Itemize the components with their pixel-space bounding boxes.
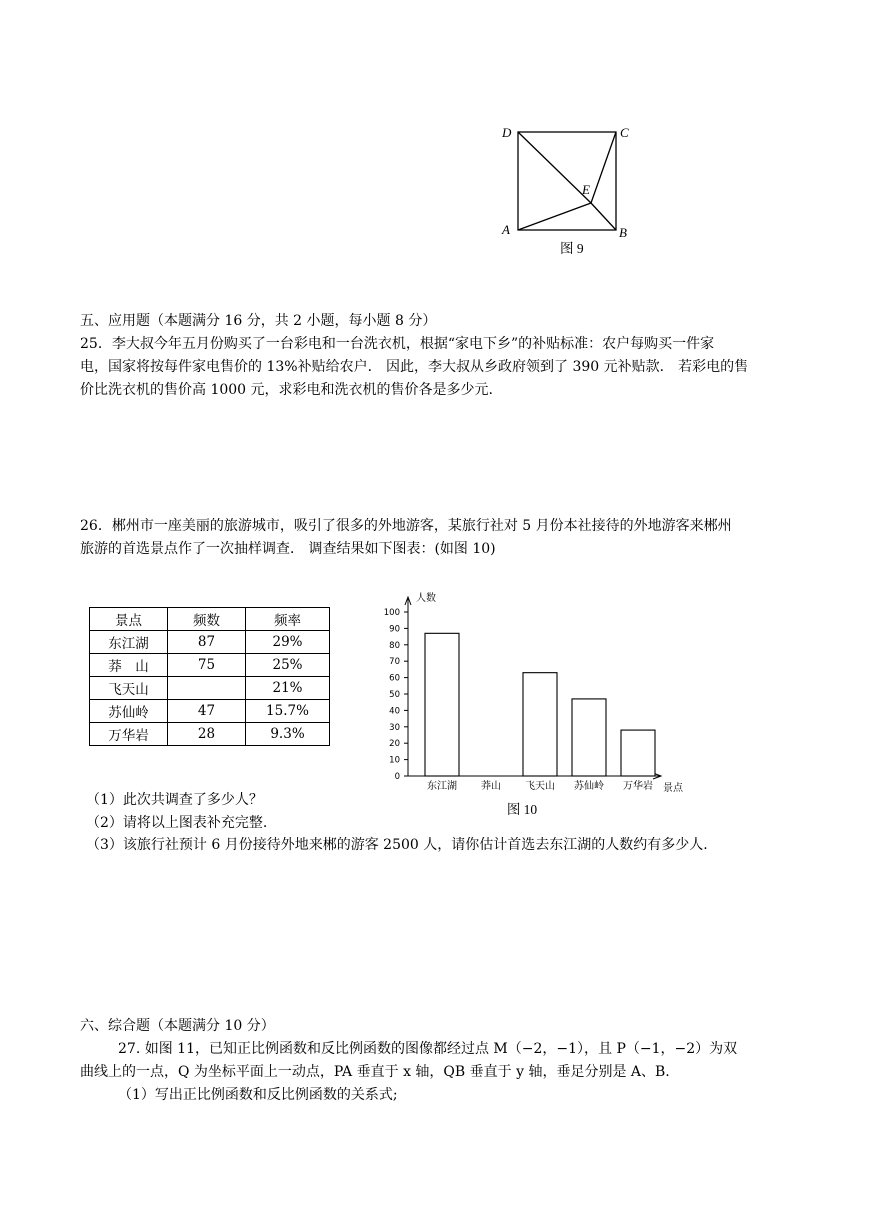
q27-line-3: （1）写出正比例函数和反比例函数的关系式; (118, 1087, 398, 1103)
figure-10-caption: 图 10 (506, 802, 538, 817)
x-tick-label: 苏仙岭 (574, 781, 604, 792)
table-cell: 25% (246, 654, 330, 677)
table-cell (168, 677, 246, 700)
section-5-heading: 五、应用题（本题满分 16 分，共 2 小题，每小题 8 分） (80, 313, 437, 329)
bar-0 (425, 633, 459, 776)
y-tick-label: 30 (389, 722, 400, 733)
q25-line-1: 25．李大叔今年五月份购买了一台彩电和一台洗衣机，根据“家电下乡”的补贴标准：农户每购买一件家 (80, 336, 715, 352)
y-tick-label: 90 (389, 624, 400, 635)
frequency-table (89, 607, 330, 746)
y-tick-label: 50 (389, 690, 400, 700)
table-cell: 东江湖 (90, 631, 168, 654)
y-tick-label: 10 (389, 755, 400, 766)
q25-line-3: 价比洗衣机的售价高 1000 元，求彩电和洗衣机的售价各是多少元. (80, 382, 493, 398)
y-tick-label: 80 (389, 640, 400, 651)
table-cell: 75 (168, 654, 246, 677)
section-6-heading: 六、综合题（本题满分 10 分） (80, 1018, 275, 1034)
figure-9 (495, 120, 635, 260)
bar-3 (572, 699, 606, 776)
table-header-cell: 频数 (168, 608, 246, 631)
table-cell: 87 (168, 631, 246, 654)
sub-question-2: （2）请将以上图表补充完整. (86, 815, 268, 831)
x-axis-label: 景点 (663, 783, 683, 794)
table-cell: 29% (246, 631, 330, 654)
table-cell: 28 (168, 723, 246, 746)
q25-line-2: 电，国家将按每件家电售价的 13%补贴给农户． 因此，李大叔从乡政府领到了 390 元补贴款． 若彩电的售 (80, 359, 749, 375)
x-tick-label: 飞天山 (525, 781, 555, 792)
table-cell: 15.7% (246, 700, 330, 723)
table-row (90, 654, 330, 677)
table-cell: 苏仙岭 (90, 700, 168, 723)
y-axis-label: 人数 (416, 593, 436, 604)
sub-question-3: （3）该旅行社预计 6 月份接待外地来郴的游客 2500 人，请你估计首选去东江湖的人数约有多少人. (86, 837, 708, 853)
y-tick-label: 40 (389, 706, 400, 717)
bar-4 (621, 730, 655, 776)
label-C: C (620, 125, 629, 140)
q26-line-2: 旅游的首选景点作了一次抽样调查． 调查结果如下图表：(如图 10) (80, 541, 496, 557)
y-tick-label: 70 (389, 657, 400, 668)
x-tick-label: 莽山 (481, 781, 501, 792)
x-tick-label: 东江湖 (427, 781, 457, 792)
sub-question-1: （1）此次共调查了多少人？ (86, 792, 263, 808)
label-D: D (502, 125, 512, 140)
y-tick-label: 20 (389, 739, 400, 750)
table-row (90, 631, 330, 654)
table-header-cell: 频率 (246, 608, 330, 631)
table-row (90, 723, 330, 746)
q27-line-1: 27. 如图 11，已知正比例函数和反比例函数的图像都经过点 M（−2，−1），且 P（−1，−2）为双 (118, 1041, 738, 1057)
table-cell: 47 (168, 700, 246, 723)
y-tick-label: 100 (383, 608, 400, 618)
table-cell: 9.3% (246, 723, 330, 746)
table-cell: 21% (246, 677, 330, 700)
label-B: B (619, 225, 627, 240)
table-row (90, 677, 330, 700)
table-cell: 莽 山 (90, 654, 168, 677)
label-A: A (502, 222, 510, 237)
y-tick-label: 60 (389, 673, 400, 684)
q27-line-2: 曲线上的一点，Q 为坐标平面上一动点，PA 垂直于 x 轴，QB 垂直于 y 轴，垂足分别是 A、B. (80, 1064, 670, 1080)
bar-2 (523, 673, 557, 776)
y-tick-label: 0 (394, 772, 400, 782)
table-cell: 飞天山 (90, 677, 168, 700)
bar-chart-figure-10 (370, 585, 700, 820)
x-tick-label: 万华岩 (623, 781, 653, 792)
table-cell: 万华岩 (90, 723, 168, 746)
table-header-row (90, 608, 330, 631)
table-row (90, 700, 330, 723)
label-E: E (582, 182, 590, 197)
table-header-cell: 景点 (90, 608, 168, 631)
figure-9-caption: 图 9 (560, 241, 584, 256)
q26-line-1: 26．郴州市一座美丽的旅游城市，吸引了很多的外地游客，某旅行社对 5 月份本社接待的外地游客来郴州 (80, 518, 732, 534)
